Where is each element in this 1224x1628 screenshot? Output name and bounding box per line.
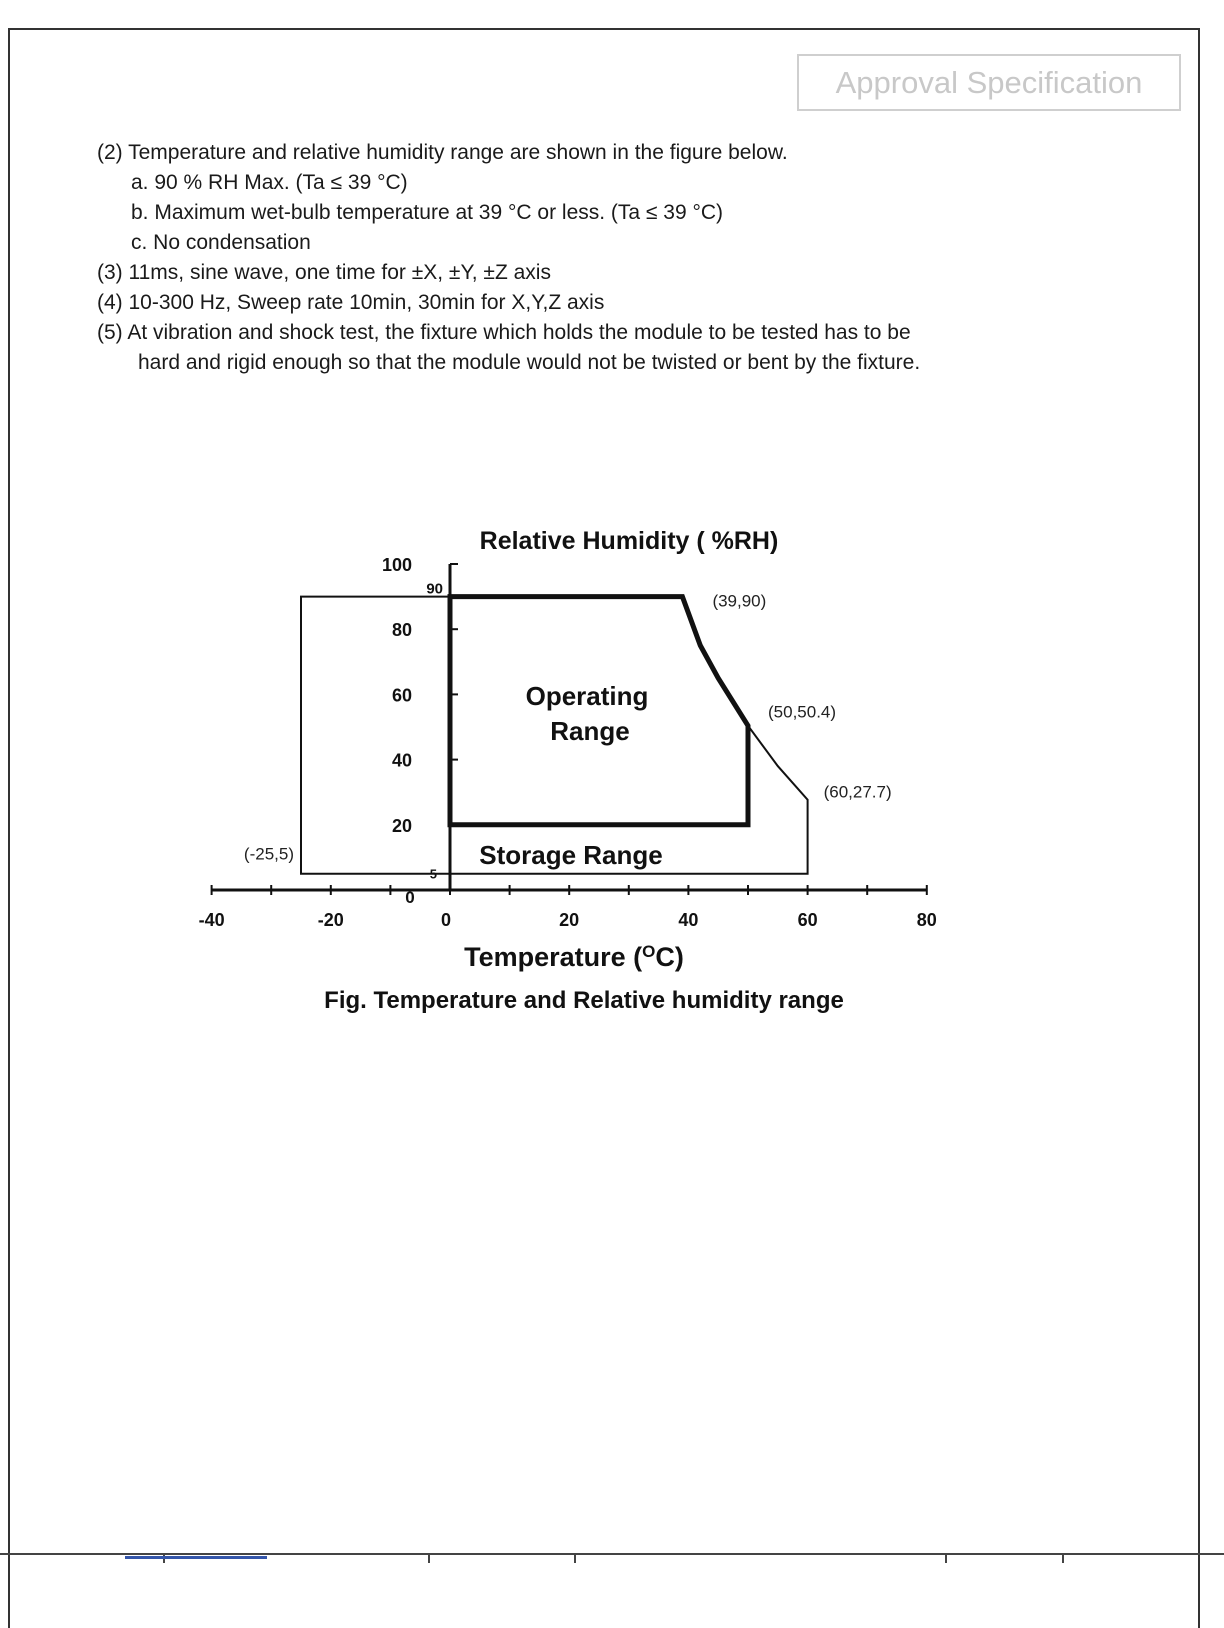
note-2a: a. 90 % RH Max. (Ta ≤ 39 °C) bbox=[131, 171, 408, 194]
point-label: (50,50.4) bbox=[768, 702, 837, 722]
point-label: (-25,5) bbox=[243, 844, 294, 864]
x-tick-label: 20 bbox=[559, 910, 580, 930]
point-label: (39,90) bbox=[712, 591, 767, 611]
footer-tick bbox=[574, 1553, 576, 1563]
x-axis-label-unit: C) bbox=[655, 942, 684, 972]
x-axis-label-sup: O bbox=[642, 941, 656, 961]
footer-tick bbox=[1062, 1553, 1064, 1563]
footer-tick bbox=[945, 1553, 947, 1563]
footer-tick bbox=[428, 1553, 430, 1563]
note-4: (4) 10-300 Hz, Sweep rate 10min, 30min for X,Y,Z axis bbox=[97, 291, 605, 314]
x-axis-label-text: Temperature ( bbox=[464, 942, 643, 972]
x-tick-label: 60 bbox=[797, 910, 818, 930]
x-tick-label: 80 bbox=[916, 910, 937, 930]
figure-caption: Fig. Temperature and Relative humidity range bbox=[324, 987, 844, 1014]
x-tick-label: -20 bbox=[317, 910, 344, 930]
note-5-continued: hard and rigid enough so that the module would not be twisted or bent by the fixture. bbox=[138, 351, 921, 374]
footer-link-underline bbox=[125, 1556, 267, 1559]
y-tick-label: 0 bbox=[405, 888, 415, 907]
x-axis-label bbox=[464, 942, 684, 973]
storage-range-label: Storage Range bbox=[479, 840, 663, 870]
point-label: (60,27.7) bbox=[823, 782, 892, 802]
note-2b: b. Maximum wet-bulb temperature at 39 °C or less. (Ta ≤ 39 °C) bbox=[131, 201, 724, 224]
note-3: (3) 11ms, sine wave, one time for ±X, ±Y, ±Z axis bbox=[97, 261, 551, 284]
y-tick-label: 100 bbox=[381, 555, 412, 575]
note-2: (2) Temperature and relative humidity range are shown in the figure below. bbox=[97, 141, 788, 164]
y-tick-label: 20 bbox=[391, 815, 412, 836]
y-tick-label: 60 bbox=[391, 685, 412, 706]
approval-spec-label: Approval Specification bbox=[835, 64, 1143, 100]
footer-line bbox=[0, 1553, 1224, 1555]
y-tick-label: 40 bbox=[391, 750, 412, 771]
y-tick-label: 80 bbox=[391, 620, 412, 641]
x-tick-label: 40 bbox=[678, 910, 699, 930]
chart-title: Relative Humidity ( %RH) bbox=[479, 527, 779, 555]
note-2c: c. No condensation bbox=[131, 231, 311, 254]
note-5: (5) At vibration and shock test, the fixture which holds the module to be tested has to be bbox=[97, 321, 911, 344]
y-extra-tick-label: 90 bbox=[426, 580, 443, 598]
operating-range-label-line2: Range bbox=[550, 716, 630, 746]
x-tick-label: 0 bbox=[440, 910, 452, 930]
x-tick-label: -40 bbox=[198, 910, 225, 930]
y-extra-tick-label: 5 bbox=[429, 866, 437, 882]
operating-range-label-line1: Operating bbox=[525, 681, 649, 711]
